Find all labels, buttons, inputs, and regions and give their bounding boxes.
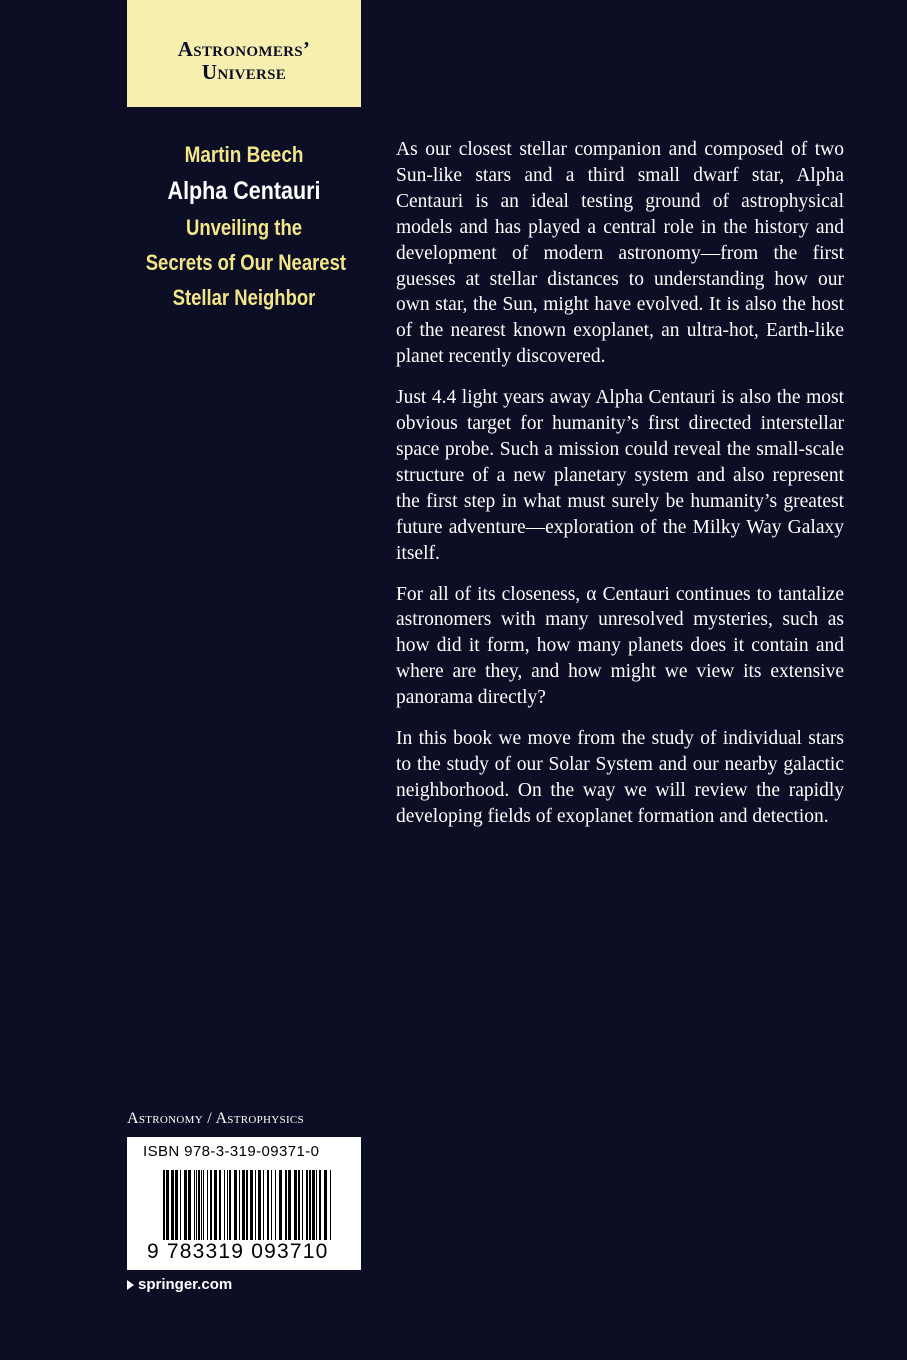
barcode-bar <box>316 1170 317 1250</box>
barcode-bar <box>258 1170 261 1250</box>
barcode-bar <box>166 1170 169 1250</box>
barcode-bar <box>298 1170 300 1250</box>
author-name: Martin Beech <box>184 142 304 167</box>
isbn-label: ISBN 978-3-319-09371-0 <box>143 1143 320 1160</box>
publisher-link[interactable] <box>127 1276 232 1293</box>
barcode-bar <box>163 1170 165 1250</box>
barcode-bar <box>319 1170 321 1250</box>
title-block <box>127 138 361 315</box>
barcode-bar <box>267 1170 269 1250</box>
subtitle-line: Stellar Neighbor <box>172 285 316 310</box>
blurb-paragraph: Just 4.4 light years away Alpha Centauri is also the most obvious target for humanity’s first directed interstellar space probe. Such a mission could reveal the small-scale structure of a new planetary system and also represent the first step in what must surely be humanity’s greatest future adventure—exploration of the Milky Way Galaxy itself. <box>396 387 844 564</box>
barcode-bar <box>203 1170 204 1250</box>
barcode-bar <box>275 1170 276 1250</box>
barcode-bar <box>198 1170 200 1250</box>
barcode-bar <box>201 1170 202 1250</box>
barcode-bar <box>175 1170 178 1250</box>
barcode-bar <box>171 1170 174 1250</box>
barcode-bar <box>288 1170 291 1250</box>
barcode-bar <box>194 1170 195 1250</box>
book-title: Alpha Centauri <box>167 177 321 205</box>
barcode-bar <box>324 1170 327 1250</box>
barcode-bar <box>224 1170 225 1250</box>
barcode-bar <box>263 1170 264 1250</box>
barcode-bar <box>207 1170 208 1250</box>
series-name-line1: Astronomers’ <box>177 37 311 61</box>
barcode-digits: 9 783319 093710 <box>147 1240 329 1263</box>
barcode-bar <box>219 1170 221 1250</box>
barcode-bar <box>210 1170 212 1250</box>
series-name-line2: Universe <box>201 60 287 84</box>
barcode-bar <box>229 1170 231 1250</box>
barcode-bar <box>227 1170 228 1250</box>
barcode-bar <box>271 1170 272 1250</box>
series-banner <box>127 0 361 107</box>
blurb-paragraph: In this book we move from the study of individual stars to the study of our Solar System and our nearby galactic neighborhood. On the way we will review the rapidly developing fields of exoplanet formation and detection. <box>396 728 844 827</box>
blurb-paragraph: As our closest stellar companion and composed of two Sun-like stars and a third small dwarf star, Alpha Centauri is an ideal testing ground of astrophysical models and has played a central role in the history and development of modern astronomy—from the first guesses at stellar distances to understanding how our own star, the Sun, might have evolved. It is also the host of the nearest known exoplanet, an ultra-hot, Earth-like planet recently discovered. <box>396 139 844 368</box>
arrow-right-icon <box>127 1280 134 1290</box>
barcode-bar <box>309 1170 311 1250</box>
barcode-bar <box>250 1170 253 1250</box>
blurb-paragraph: For all of its closeness, α Centauri continues to tantalize astronomers with many unresolved mysteries, such as how did it form, how many planets does it contain and where are they, and how might we view its extensive panorama directly? <box>396 583 844 709</box>
barcode-bar <box>234 1170 237 1250</box>
barcode-bar <box>180 1170 181 1250</box>
barcode-bar <box>214 1170 217 1250</box>
back-cover-blurb <box>396 137 844 845</box>
barcode-bar <box>279 1170 282 1250</box>
barcode-bar <box>242 1170 245 1250</box>
barcode-bar <box>285 1170 287 1250</box>
barcode-bar <box>184 1170 187 1250</box>
subtitle-line: Unveiling the <box>185 215 303 240</box>
isbn-barcode-panel <box>127 1137 361 1270</box>
barcode-bar <box>330 1170 331 1250</box>
barcode-bar <box>188 1170 191 1250</box>
barcode-bar <box>196 1170 197 1250</box>
subject-category: Astronomy / Astrophysics <box>127 1110 304 1127</box>
barcode-bar <box>306 1170 308 1250</box>
barcode-bar <box>302 1170 303 1250</box>
barcode-bar <box>255 1170 256 1250</box>
barcode-bar <box>246 1170 248 1250</box>
publisher-url: springer.com <box>138 1276 233 1293</box>
barcode-bar <box>239 1170 240 1250</box>
subtitle-line: Secrets of Our Nearest <box>145 250 347 275</box>
barcode-bar <box>312 1170 315 1250</box>
barcode-bar <box>294 1170 297 1250</box>
